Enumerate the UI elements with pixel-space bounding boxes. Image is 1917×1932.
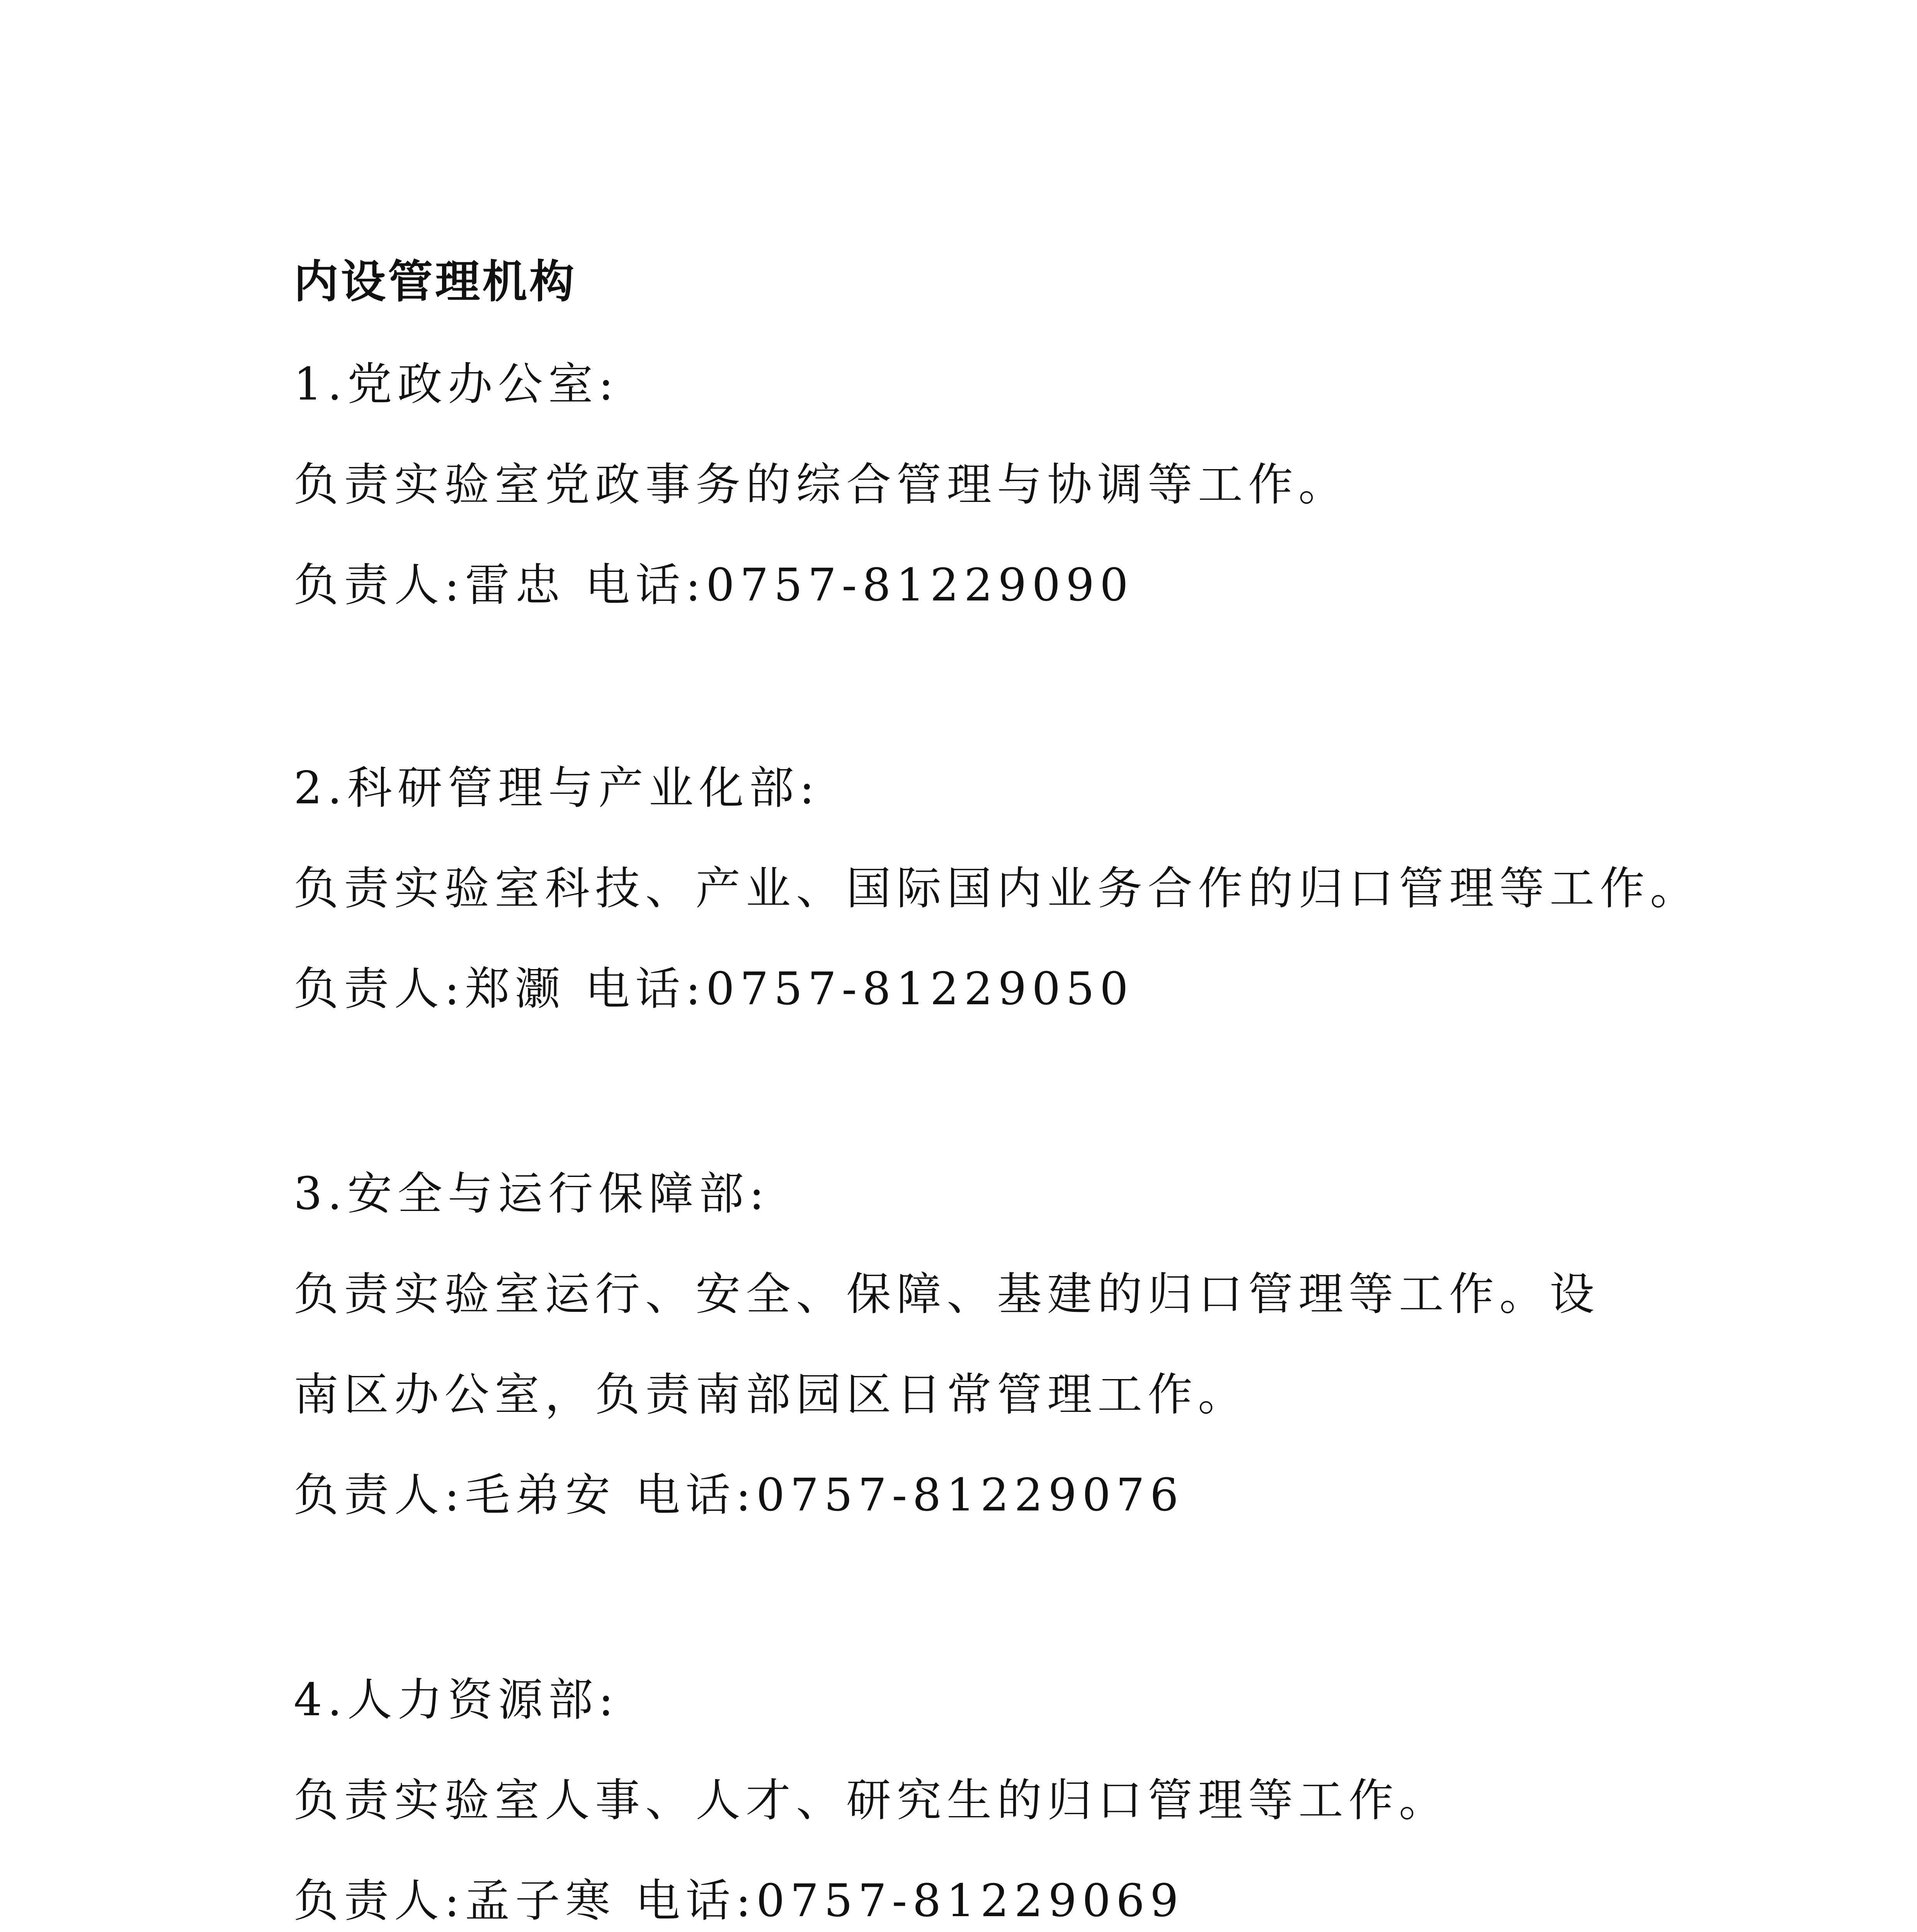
document-heading: 内设管理机构 xyxy=(294,256,577,308)
section-title-party-office: 1.党政办公室: xyxy=(294,358,619,410)
section-description-human-resources: 负责实验室人事、人才、研究生的归口管理等工作。 xyxy=(294,1774,1449,1827)
section-description-safety-operations-line-2: 南区办公室，负责南部园区日常管理工作。 xyxy=(294,1369,1248,1421)
section-title-human-resources: 4.人力资源部: xyxy=(294,1674,619,1726)
section-contact-party-office: 负责人:雷忠 电话:0757-81229090 xyxy=(294,559,1134,611)
section-contact-safety-operations: 负责人:毛弟安 电话:0757-81229076 xyxy=(294,1469,1184,1521)
section-contact-research-management: 负责人:郑灏 电话:0757-81229050 xyxy=(294,963,1134,1015)
section-title-safety-operations: 3.安全与运行保障部: xyxy=(294,1168,770,1220)
section-description-safety-operations-line-1: 负责实验室运行、安全、保障、基建的归口管理等工作。设 xyxy=(294,1268,1600,1320)
section-description-party-office: 负责实验室党政事务的综合管理与协调等工作。 xyxy=(294,459,1349,511)
section-title-research-management: 2.科研管理与产业化部: xyxy=(294,762,820,814)
section-description-research-management: 负责实验室科技、产业、国际国内业务合作的归口管理等工作。 xyxy=(294,862,1700,915)
section-contact-human-resources: 负责人:孟子寒 电话:0757-81229069 xyxy=(294,1875,1184,1927)
